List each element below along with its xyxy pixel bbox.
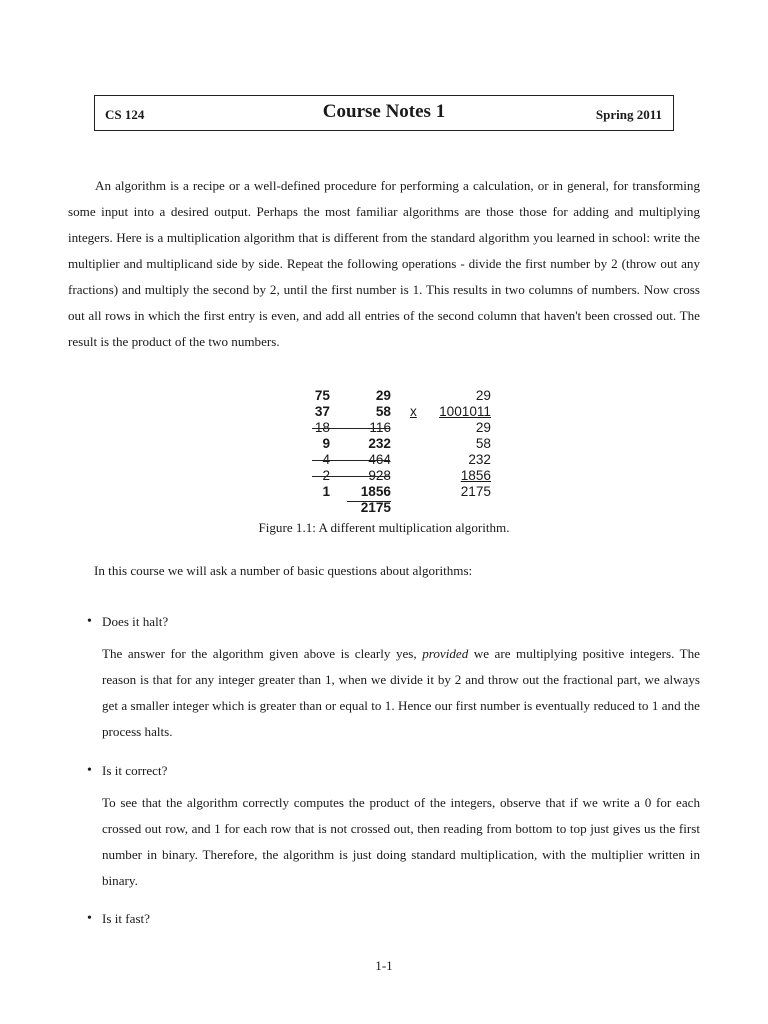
first-number: 1 [322,484,330,499]
course-code: CS 124 [105,107,145,122]
figure-caption: Figure 1.1: A different multiplication algorithm. [258,520,510,535]
column-sum: 2175 [360,500,391,515]
partial-product [410,468,491,484]
binary-multiplier: 1001011 [439,404,491,419]
questions-intro: In this course we will ask a number of basic questions about algorithms: [94,563,473,578]
term: Spring 2011 [595,107,662,122]
second-number: 464 [368,452,391,467]
bullet-icon: • [87,763,92,778]
strike-line [312,428,390,429]
second-number: 232 [368,436,391,451]
header-box [94,95,674,131]
bullet-icon: • [87,911,92,926]
multiply-sign: x [410,404,417,419]
question-text: Does it halt? [102,614,169,629]
question-text: Is it correct? [102,763,168,778]
answer-text: we are multiplying positive integers. The reason is that for any integer greater than 1, when we divide it by 2 and throw out the fractional part, we always get a smaller integer which is greater than or equal to 1. Hence our first number is eventually reduced to 1 and the process halts. [102,646,700,739]
strike-line [312,476,390,477]
first-number: 37 [314,404,330,419]
multiplication-figure [300,388,500,516]
answer-emphasis: provided [422,646,469,661]
answer-paragraph [102,641,700,745]
question-text: Is it fast? [102,911,150,926]
second-number: 29 [375,388,391,403]
bullet-icon: • [87,614,92,629]
answer-text: The answer for the algorithm given above is clearly yes, [102,646,423,661]
second-number: 58 [375,404,391,419]
partial-product: 58 [475,436,491,451]
page-title: Course Notes 1 [322,101,446,122]
partial-product: 232 [468,452,491,467]
strike-line [312,460,390,461]
first-number: 4 [322,452,330,467]
partial-product: 29 [475,420,491,435]
first-number: 18 [314,420,330,435]
first-number: 9 [322,436,330,451]
right-result: 2175 [460,484,491,499]
page-number: 1-1 [375,958,393,973]
second-number: 116 [369,420,391,435]
second-number: 928 [368,468,391,483]
right-top: 29 [475,388,491,403]
answer-paragraph: To see that the algorithm correctly computes the product of the integers, observe that if we write a 0 for each crossed out row, and 1 for each row that is not crossed out, then reading from bottom to top just gives us the first number in binary. Therefore, the algorithm is just doing standard multiplication, with the multiplier written in binary. [102,795,700,888]
first-number: 2 [322,468,330,483]
intro-paragraph: An algorithm is a recipe or a well-defined procedure for performing a calculation, or in general, for transforming some input into a desired output. Perhaps the most familiar algorithms are those those for adding and multiplying integers. Here is a multiplication algorithm that is different from the standard algorithm you learned in school: write the multiplier and multiplicand side by side. Repeat the following operations - divide the first number by 2 (throw out any fractions) and multiply the second by 2, until the first number is 1. This results in two columns of numbers. Now cross out all rows in which the first entry is even, and add all entries of the second column that haven't been crossed out. The result is the product of the two numbers. [68,178,700,349]
second-number: 1856 [360,484,391,499]
right-multiplier-row [410,404,491,420]
first-number: 75 [314,388,330,403]
partial-product-last: 1856 [460,468,491,483]
